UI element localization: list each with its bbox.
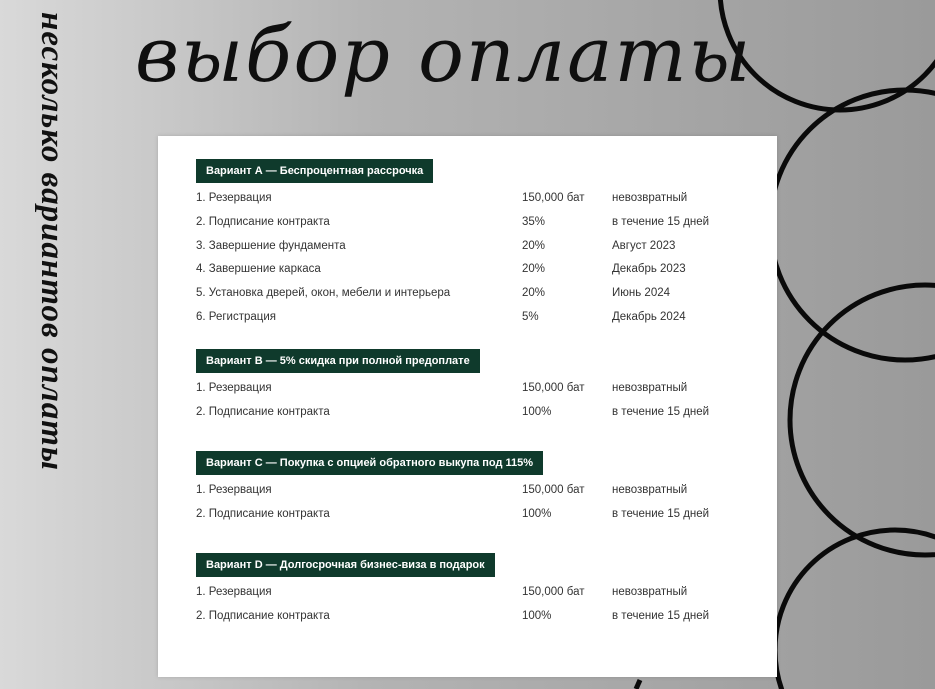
row-note: в течение 15 дней xyxy=(612,405,710,418)
row-name: 6. Регистрация xyxy=(196,310,277,323)
row-amount: 35% xyxy=(522,215,546,228)
row-name: 5. Установка дверей, окон, мебели и интерьера xyxy=(196,287,451,300)
variant-d xyxy=(196,553,756,629)
row-note: невозвратный xyxy=(612,192,688,204)
table-row xyxy=(196,187,756,211)
row-amount: 150,000 бат xyxy=(522,382,585,394)
variant-header: Вариант C — Покупка с опцией обратного выкупа под 115% xyxy=(196,451,543,475)
row-note: Декабрь 2024 xyxy=(612,310,686,323)
variant-header: Вариант B — 5% скидка при полной предоплате xyxy=(196,349,480,373)
row-name: 2. Подписание контракта xyxy=(196,507,330,520)
row-amount: 20% xyxy=(522,287,546,300)
row-name: 2. Подписание контракта xyxy=(196,609,330,622)
row-note: в течение 15 дней xyxy=(612,215,710,228)
row-note: Август 2023 xyxy=(612,239,676,252)
table-row xyxy=(196,377,756,401)
table-row xyxy=(196,235,756,259)
row-name: 1. Резервация xyxy=(196,382,272,394)
table-row xyxy=(196,282,756,306)
row-amount: 100% xyxy=(522,609,552,622)
row-name: 2. Подписание контракта xyxy=(196,405,330,418)
table-row xyxy=(196,211,756,235)
row-amount: 100% xyxy=(522,507,552,520)
row-note: в течение 15 дней xyxy=(612,609,710,622)
row-name: 1. Резервация xyxy=(196,586,272,598)
table-row xyxy=(196,503,756,527)
row-note: невозвратный xyxy=(612,382,688,394)
table-row xyxy=(196,306,756,330)
row-amount: 150,000 бат xyxy=(522,192,585,204)
table-row xyxy=(196,479,756,503)
variant-c xyxy=(196,451,756,527)
row-name: 1. Резервация xyxy=(196,484,272,496)
table-row xyxy=(196,605,756,629)
payment-options-card xyxy=(158,136,777,677)
row-note: Июнь 2024 xyxy=(612,287,671,300)
row-amount: 20% xyxy=(522,263,546,276)
row-note: невозвратный xyxy=(612,586,688,598)
table-row xyxy=(196,581,756,605)
row-amount: 150,000 бат xyxy=(522,484,585,496)
row-amount: 20% xyxy=(522,239,546,252)
row-note: невозвратный xyxy=(612,484,688,496)
table-row xyxy=(196,258,756,282)
variant-header: Вариант А — Беспроцентная рассрочка xyxy=(196,159,433,183)
row-name: 4. Завершение каркаса xyxy=(196,263,321,276)
row-name: 2. Подписание контракта xyxy=(196,215,330,228)
side-title: несколько вариантов оплаты xyxy=(34,12,70,471)
row-note: Декабрь 2023 xyxy=(612,263,686,276)
variant-header: Вариант D — Долгосрочная бизнес-виза в подарок xyxy=(196,553,495,577)
page-title: выбор оплаты xyxy=(135,10,753,99)
table-row xyxy=(196,401,756,425)
row-name: 1. Резервация xyxy=(196,192,272,204)
variant-a xyxy=(196,159,756,330)
row-amount: 100% xyxy=(522,405,552,418)
row-amount: 150,000 бат xyxy=(522,586,585,598)
ring-fragment xyxy=(636,680,640,689)
row-amount: 5% xyxy=(522,310,539,323)
ring-upper-mid xyxy=(770,90,935,360)
variant-b xyxy=(196,349,756,425)
row-note: в течение 15 дней xyxy=(612,507,710,520)
row-name: 3. Завершение фундамента xyxy=(196,239,346,252)
